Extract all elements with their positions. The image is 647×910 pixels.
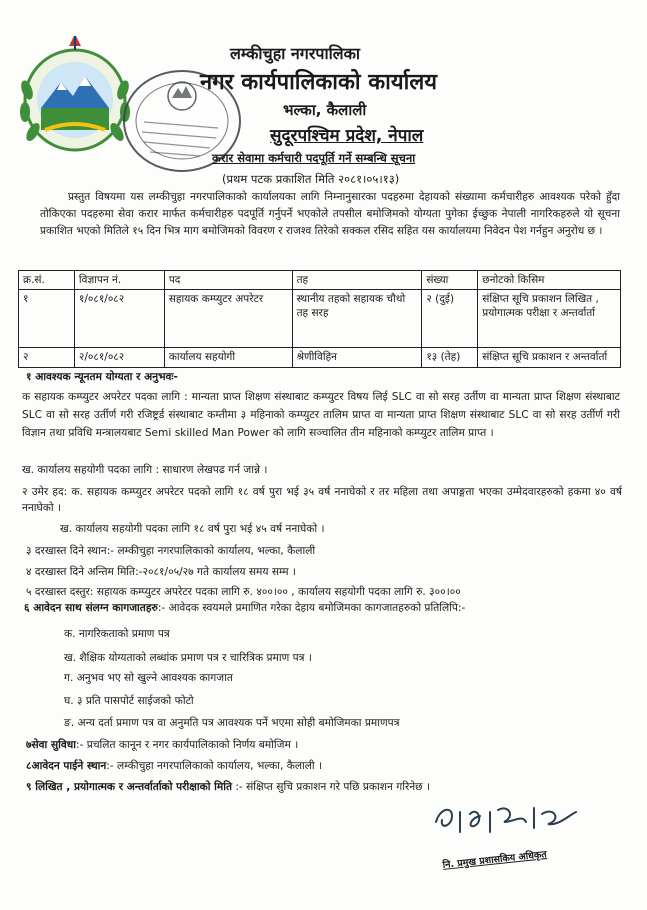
document-item: ग. अनुभव भए सो खुल्ने आवश्यक कागजात: [64, 672, 233, 684]
exam-date: [26, 780, 430, 794]
application-place: ३ दरखास्त दिने स्थान:- लम्कीचुहा नगरपालिकाको कार्यालय, भल्का, कैलाली: [26, 545, 316, 557]
table-cell: संक्षिप्त सूचि प्रकाशन लिखित , प्रयोगात्मक परीक्षा र अन्तर्वार्ता: [478, 290, 621, 348]
required-documents-label: ६ आवेदन साथ संलग्न कागजातहरु: [24, 602, 158, 614]
table-cell: सहायक कम्प्युटर अपरेटर: [164, 290, 292, 348]
table-cell: स्थानीय तहको सहायक चौथो तह सरह: [292, 290, 422, 348]
required-documents: [24, 601, 465, 615]
vacancy-table: [18, 270, 621, 368]
qualification-heading: १ आवश्यक न्यूनतम योग्यता र अनुभवः-: [26, 371, 178, 383]
office-address: भल्का, कैलाली: [283, 101, 367, 119]
table-cell: १३ (तेह): [422, 348, 478, 368]
header-cell: संख्या: [422, 271, 478, 290]
published-date: (प्रथम पटक प्रकाशित मिति २०८१।०५।१३): [222, 172, 400, 186]
table-cell: संक्षिप्त सूचि प्रकाशन र अन्तर्वार्ता: [478, 348, 621, 368]
header-cell: पद: [164, 271, 292, 290]
office-title: नगर कार्यपालिकाको कार्यालय: [200, 70, 437, 95]
intro-paragraph: प्रस्तुत विषयमा यस लम्कीचुहा नगरपालिकाको कार्यालयका लागि निम्नानुसारका पदहरुमा देहायको संख्यामा कर्मचारीहरु आवश्यक परेको हुँदा तोकिएका पदहरुमा सेवा करार मार्फत कर्मचारीहरु पदपूर्ति गर्नुपर्ने भएकोले तपसील बमोजिमको योग्यता पुगेका ईच्छुक नेपाली नागरिकहरुले यो सूचना प्रकाशित भएको मितिले १५ दिन भित्र माग बमोजिमको विवरण र राजश्व तिरेको सक्कल रसिद सहित यस कार्यालयमा निवेदन पेश गर्नहुन अनुरोध छ ।: [40, 191, 620, 238]
document-item: घ. ३ प्रति पासपोर्ट साईजको फोटो: [64, 695, 194, 707]
exam-date-label: ९ लिखित , प्रयोगात्मक र अन्तर्वार्ताको परीक्षाको मिति: [26, 781, 232, 793]
document-item: क. नागरिकताको प्रमाण पत्र: [64, 628, 170, 640]
service-benefits: [26, 738, 298, 752]
table-row: [19, 290, 621, 348]
header-cell: विज्ञापन नं.: [74, 271, 164, 290]
application-deadline: ४ दरखास्त दिने अन्तिम मिति:-२०८१/०५/२७ गते कार्यालय समय सम्म ।: [26, 566, 296, 578]
table-cell: १/०८१/०८२: [74, 290, 164, 348]
service-benefits-label: ७सेवा सुविधा: [26, 739, 77, 751]
document-item: ङ. अन्य दर्ता प्रमाण पत्र वा अनुमति पत्र आवश्यक पर्ने भएमा सोही बमोजिमका प्रमाणपत्र: [64, 717, 400, 729]
age-limit-computer-operator: २ उमेर हद: क. सहायक कम्प्युटर अपरेटर पदको लागि १८ वर्ष पुरा भई ३५ वर्ष ननाघेको र तर महिला तथा अपाङ्गता भएका उम्मेदवारहरुको हकमा ४० वर्ष ननाघेको ।: [22, 486, 622, 514]
application-fee: ५ दरखास्त दस्तुर: सहायक कम्प्युटर अपरेटर पदका लागि रु. ४००।०० , कार्यालय सहयोगी पदका लागि रु. ३००।००: [26, 586, 461, 598]
table-cell: श्रेणीविहिन: [292, 348, 422, 368]
header-cell: तह: [292, 271, 422, 290]
table-cell: १: [19, 290, 75, 348]
form-available-place-text: :- लम्कीचुहा नगरपालिकाको कार्यालय, भल्का, कैलाली ।: [106, 760, 323, 772]
table-cell: कार्यालय सहयोगी: [164, 348, 292, 368]
document-item: ख. शैक्षिक योग्यताको लब्धांक प्रमाण पत्र र चारित्रिक प्रमाण पत्र ।: [64, 652, 312, 664]
qualification-office-helper: ख. कार्यालय सहयोगी पदका लागि : साधारण लेखपढ गर्न जान्ने ।: [22, 464, 268, 476]
table-cell: २: [19, 348, 75, 368]
notice-subject: करार सेवामा कर्मचारी पदपूर्ति गर्ने सम्बन्धि सूचना: [212, 151, 416, 165]
age-limit-office-helper: ख. कार्यालय सहयोगी पदका लागि १८ वर्ष पुरा भई ४५ वर्ष ननाघेको ।: [60, 523, 325, 535]
form-available-place-label: ८आवेदन पाईने स्थान: [26, 760, 107, 772]
exam-date-text: :- संक्षिप्त सुचि प्रकाशन गरे पछि प्रकाशन गरिनेछ ।: [232, 781, 430, 793]
table-cell: २/०८१/०८२: [74, 348, 164, 368]
form-available-place: [26, 759, 322, 773]
signature: [430, 792, 580, 842]
header-cell: क्र.सं.: [19, 271, 75, 290]
qualification-computer-operator: क सहायक कम्प्युटर अपरेटर पदका लागि : मान्यता प्राप्त शिक्षण संस्थाबाट कम्प्युटर विषय लिई SLC वा सो सरह उर्तीण वा मान्यता प्राप्त शिक्षण संस्थाबाट SLC वा सो सरह उर्तीर्ण गरी रजिष्ट्रर्ड संस्थाबाट कम्तीमा ३ महिनाको कम्प्युटर तालिम प्राप्त वा मान्यता प्राप्त शिक्षण संस्थाबाट SLC वा सो सरह उर्तीर्ण गरी विज्ञान तथा प्रविधि मन्त्रालयबाट Semi skilled Man Power को लागि सञ्चालित तीन महिनाको कम्प्युटर तालिम प्राप्त ।: [22, 391, 620, 440]
table-cell: २ (दुई): [422, 290, 478, 348]
required-documents-text: :- आवेदक स्वयमले प्रमाणित गरेका देहाय बमोजिमका कागजातहरुको प्रतिलिपि:-: [157, 602, 466, 614]
service-benefits-text: :- प्रचलित कानून र नगर कार्यपालिकाको निर्णय बमोजिम ।: [76, 739, 299, 751]
signature-title: नि. प्रमुख प्रशासकिय अधिकृत: [442, 849, 548, 871]
table-row: [19, 348, 621, 368]
province-name: सुदूरपश्चिम प्रदेश, नेपाल: [270, 126, 424, 146]
table-header-row: [19, 271, 621, 290]
municipality-name: लम्कीचुहा नगरपालिका: [230, 44, 361, 63]
header-cell: छनोटको किसिम: [478, 271, 621, 290]
